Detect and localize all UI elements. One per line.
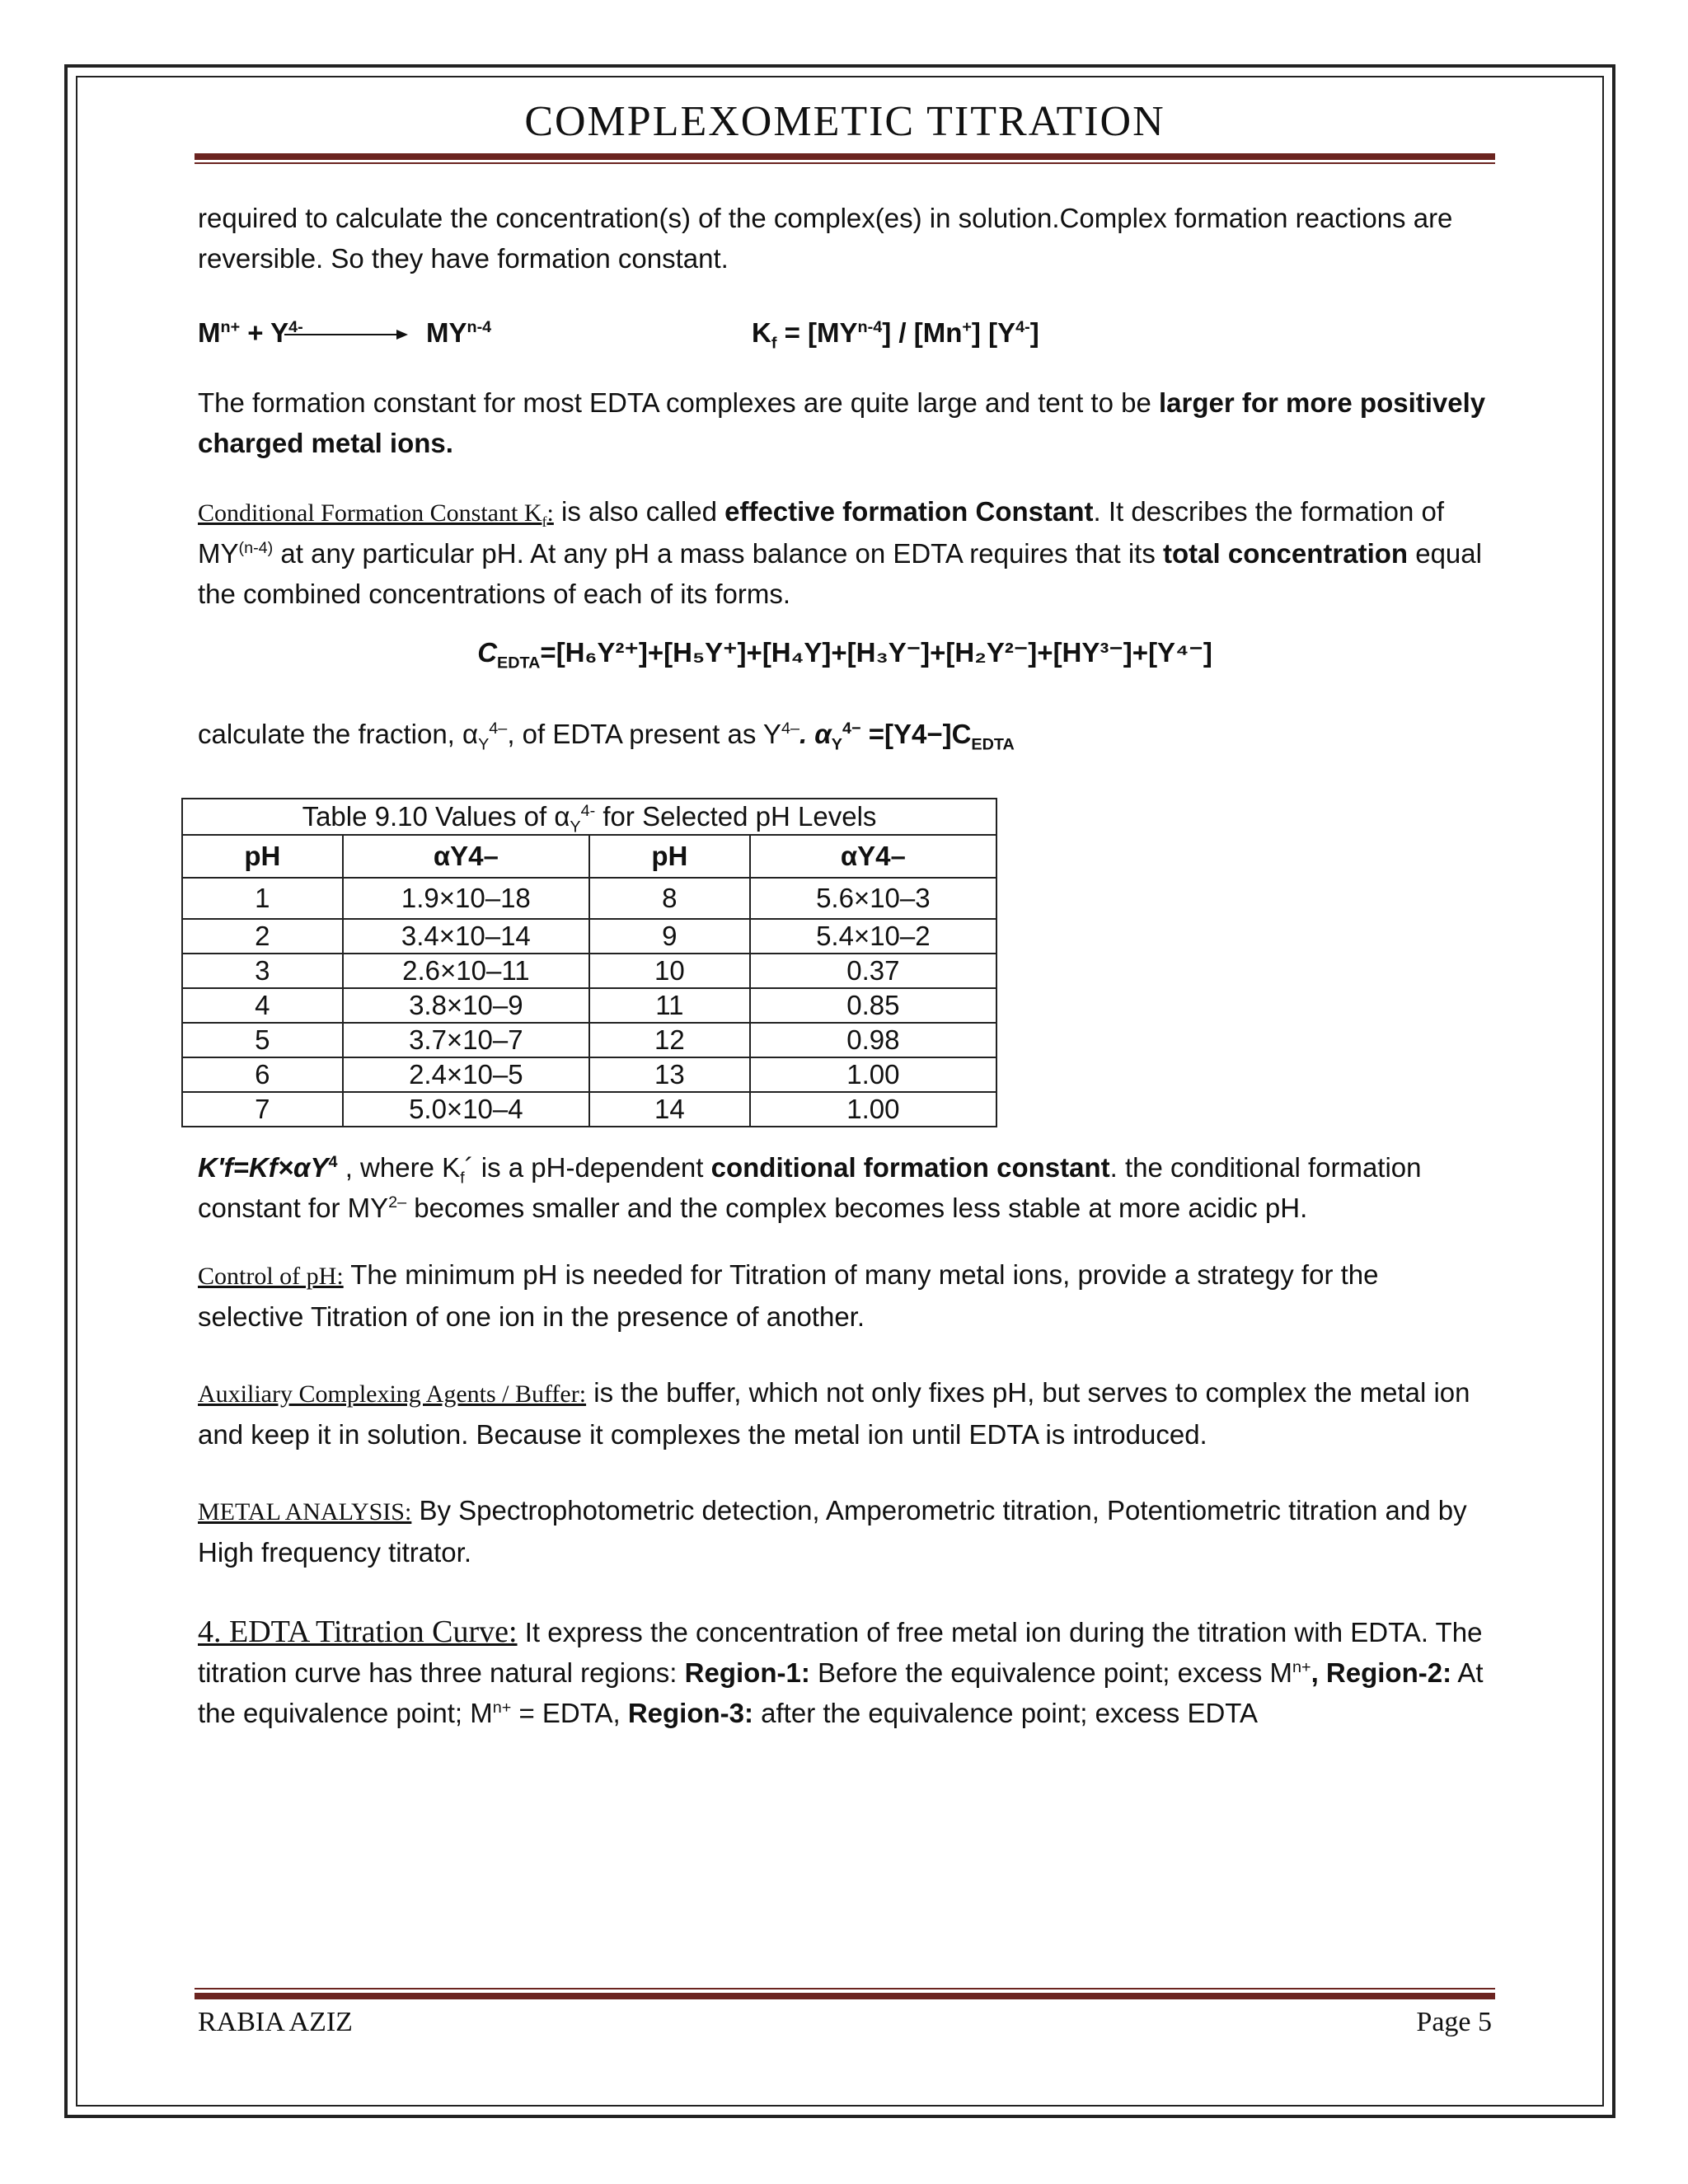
paragraph-conditional-constant: $K'f=Kf\times\alpha Y^4$ , where $K_f´$ is a pH-dependent conditional formation constant. the conditional formation constant for $MY^{2-}$ becomes smaller and the complex becomes less stable at more acidic pH. bbox=[198, 1152, 1422, 1223]
reaction-arrow-icon bbox=[284, 327, 408, 342]
header-rule bbox=[195, 153, 1495, 160]
section-title-control-ph: Control of pH: bbox=[198, 1263, 344, 1290]
paragraph-fraction: calculate the fraction, $\alpha_Y^{4-}$, of EDTA present as $Y^{4-}$. $\alpha_Y^{4-} =[Y4-]C_{EDTA}$ bbox=[198, 719, 1015, 754]
equation-formation bbox=[198, 317, 1492, 359]
page-header-title: COMPLEXOMETIC TITRATION bbox=[524, 98, 1165, 145]
section-title-conditional: Conditional Formation Constant $K_f$: bbox=[198, 499, 554, 530]
table-row: 3 2.6×10–11 10 0.37 bbox=[182, 954, 996, 988]
paragraph-formation-constant: The formation constant for most EDTA complexes are quite large and tent to be larger for more positively charged metal ions. bbox=[198, 387, 1486, 458]
table-header: pH bbox=[182, 835, 343, 878]
footer-rule-thin bbox=[195, 1988, 1495, 1990]
paragraph-titration-curve: 4. EDTA Titration Curve: It express the concentration of free metal ion during the titration with EDTA. The titration curve has three natural regions: Region-1: Before the equivalence point; excess $M^{n+}$, Region-2: At the equivalence point; $M^{n+}$ = EDTA, Region-3: after the equivalence point; excess EDTA bbox=[198, 1615, 1484, 1728]
table-row: 1 1.9×10–18 8 5.6×10–3 bbox=[182, 878, 996, 919]
paragraph-auxiliary: Auxiliary Complexing Agents / Buffer: is the buffer, which not only fixes pH, but serves to complex the metal ion and keep it in solution. Because it complexes the metal ion until EDTA is introduced. bbox=[198, 1377, 1470, 1450]
equation-kf: $K_f = [MY^{n-4}] / [Mn^+]$ $[Y^{4-}]$ bbox=[752, 317, 1039, 353]
table-row: 4 3.8×10–9 11 0.85 bbox=[182, 988, 996, 1023]
table-row: 5 3.7×10–7 12 0.98 bbox=[182, 1023, 996, 1057]
header-rule-thin bbox=[195, 162, 1495, 164]
table-header: αY4– bbox=[750, 835, 996, 878]
equation-product: MY$^{n-4}$ bbox=[426, 317, 492, 348]
table-row: 7 5.0×10–4 14 1.00 bbox=[182, 1092, 996, 1127]
paragraph-intro: required to calculate the concentration(s) of the complex(es) in solution.Complex formation reactions are reversible. So they have formation constant. bbox=[198, 203, 1453, 274]
alpha-values-table bbox=[181, 798, 997, 1127]
footer-page-number: Page 5 bbox=[1416, 2007, 1492, 2037]
table-row: 2 3.4×10–14 9 5.4×10–2 bbox=[182, 919, 996, 954]
footer-author: RABIA AZIZ bbox=[198, 2007, 353, 2037]
section-title-auxiliary: Auxiliary Complexing Agents / Buffer: bbox=[198, 1380, 587, 1408]
table-header-row bbox=[182, 835, 996, 878]
section-title-titration-curve: 4. EDTA Titration Curve: bbox=[198, 1615, 518, 1649]
footer-rule bbox=[195, 1993, 1495, 1999]
table-header: pH bbox=[589, 835, 750, 878]
table-row: 6 2.4×10–5 13 1.00 bbox=[182, 1057, 996, 1092]
paragraph-metal-analysis: METAL ANALYSIS: By Spectrophotometric detection, Amperometric titration, Potentiometric titration and by High frequency titrator. bbox=[198, 1495, 1467, 1568]
equation-cedta: $C_{EDTA}=[H_6Y^{2+}]+[H_5Y^+]+[H_4Y]+[H_3Y^-]+[H_2Y^{2-}]+[HY^{3-}]+[Y^{4-}]$ bbox=[477, 637, 1212, 673]
paragraph-control-ph: Control of pH: The minimum pH is needed for Titration of many metal ions, provide a strategy for the selective Titration of one ion in the presence of another. bbox=[198, 1259, 1379, 1332]
paragraph-conditional: Conditional Formation Constant $K_f$: is also called effective formation Constant. It describes the formation of MY$^{(n-4)}$ at any particular pH. At any pH a mass balance on EDTA requires that its total concentration equal the combined concentrations of each of its forms. bbox=[198, 496, 1482, 609]
table-header: αY4– bbox=[343, 835, 589, 878]
section-title-metal-analysis: METAL ANALYSIS: bbox=[198, 1498, 412, 1526]
table-caption: Table 9.10 Values of $\alpha_Y^{4-}$ for Selected pH Levels bbox=[182, 799, 996, 835]
equation-reactants: $M^{n+} + Y^{4-}$ bbox=[198, 317, 303, 348]
